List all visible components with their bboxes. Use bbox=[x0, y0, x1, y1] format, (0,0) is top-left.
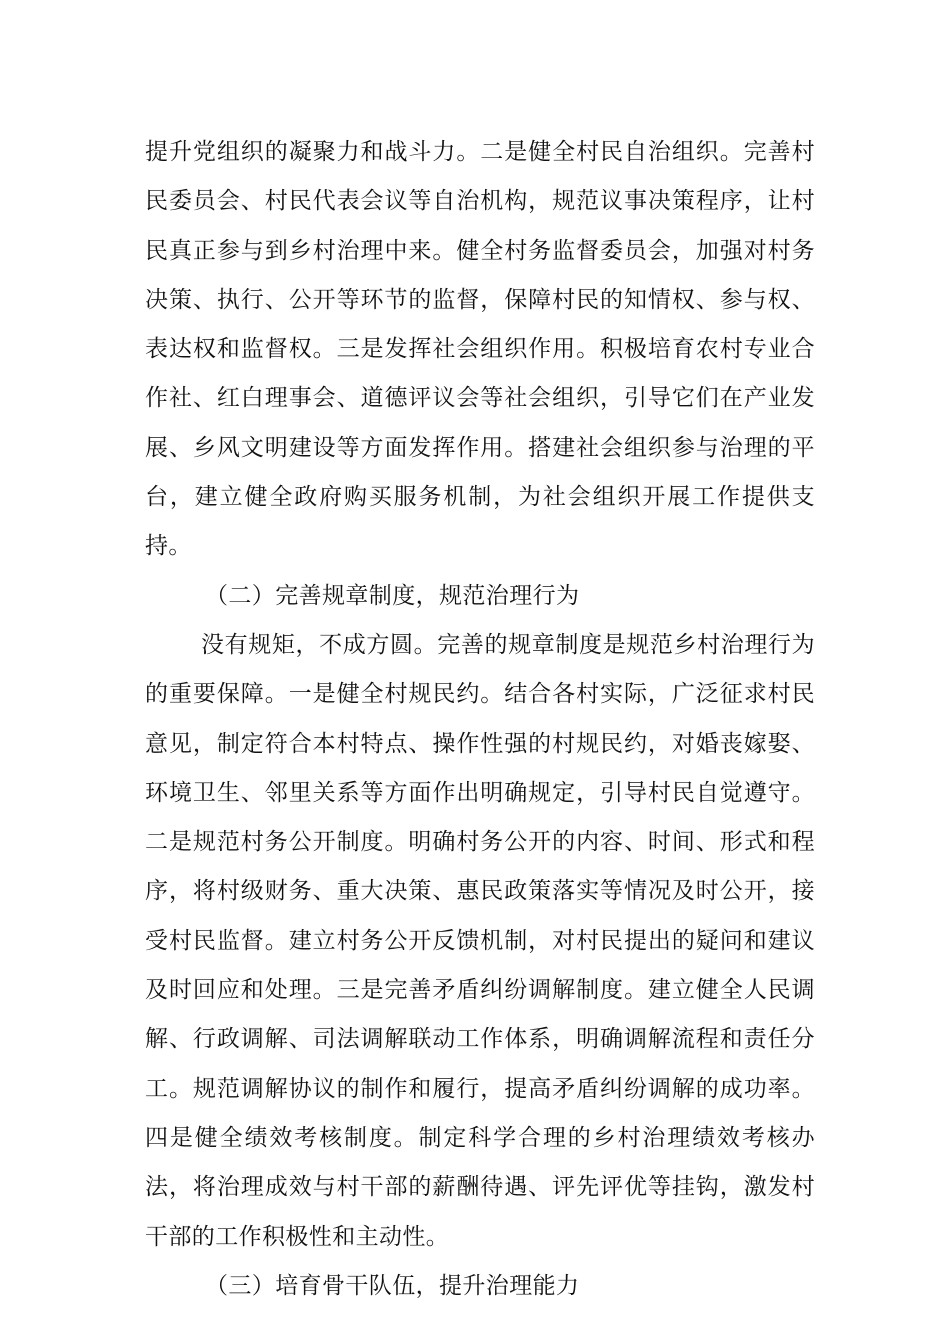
paragraph-village-organizations: 提升党组织的凝聚力和战斗力。二是健全村民自治组织。完善村民委员会、村民代表会议等自治机构，规范议事决策程序，让村民真正参与到乡村治理中来。健全村务监督委员会，加强对村务决策、执行、公开等环节的监督，保障村民的知情权、参与权、表达权和监督权。三是发挥社会组织作用。积极培育农村专业合作社、红白理事会、道德评议会等社会组织，引导它们在产业发展、乡风文明建设等方面发挥作用。搭建社会组织参与治理的平台，建立健全政府购买服务机制，为社会组织开展工作提供支持。 bbox=[145, 139, 815, 560]
document-body bbox=[145, 128, 815, 1311]
paragraph-rules-regulations: 没有规矩，不成方圆。完善的规章制度是规范乡村治理行为的重要保障。一是健全村规民约。结合各村实际，广泛征求村民意见，制定符合本村特点、操作性强的村规民约，对婚丧嫁娶、环境卫生、邻里关系等方面作出明确规定，引导村民自觉遵守。二是规范村务公开制度。明确村务公开的内容、时间、形式和程序，将村级财务、重大决策、惠民政策落实等情况及时公开，接受村民监督。建立村务公开反馈机制，对村民提出的疑问和建议及时回应和处理。三是完善矛盾纠纷调解制度。建立健全人民调解、行政调解、司法调解联动工作体系，明确调解流程和责任分工。规范调解协议的制作和履行，提高矛盾纠纷调解的成功率。四是健全绩效考核制度。制定科学合理的乡村治理绩效考核办法，将治理成效与村干部的薪酬待遇、评先评优等挂钩，激发村干部的工作积极性和主动性。 bbox=[145, 631, 815, 1250]
section-heading-3: （三）培育骨干队伍，提升治理能力 bbox=[205, 1272, 580, 1299]
section-heading-2: （二）完善规章制度，规范治理行为 bbox=[205, 582, 580, 609]
